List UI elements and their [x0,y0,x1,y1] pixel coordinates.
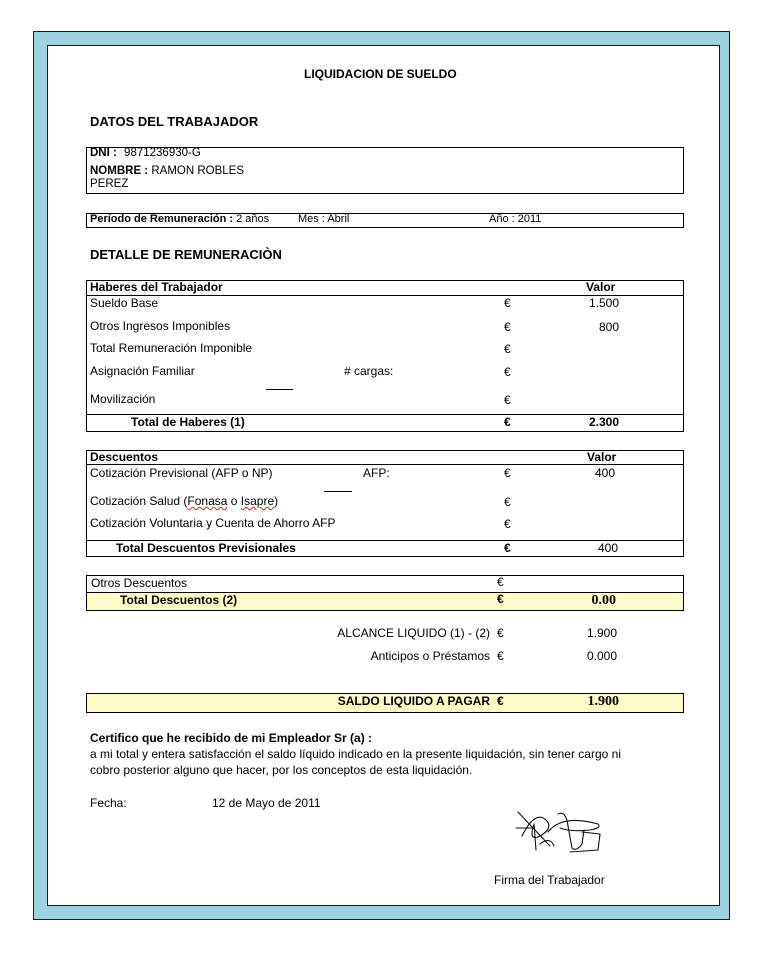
period-value: 2 años [236,213,270,225]
worker-section-heading: DATOS DEL TRABAJADOR [90,114,259,129]
anticipos-currency: € [497,649,504,663]
document-title: LIQUIDACION DE SUELDO [304,67,457,81]
haberes-row-value: 1.500 [588,296,619,310]
haberes-value-header: Valor [586,280,616,294]
descuentos-total-currency: € [504,541,511,555]
name-row [90,165,244,177]
afp-label: AFP: [363,466,390,480]
haberes-row-currency: € [504,342,511,356]
haberes-row-label: Movilización [90,392,156,406]
fonasa-text: Fonasa [187,494,228,508]
haberes-row-currency: € [504,296,511,310]
dni-value: 9871236930-G [124,147,201,159]
otros-descuentos-currency: € [497,575,504,589]
haberes-row-currency: € [504,365,511,379]
descuentos-header-divider [86,464,684,465]
month-label: Mes : Abril [298,213,350,225]
descuento-row-currency: € [504,466,511,480]
haberes-total-currency: € [504,415,511,429]
name-value-line1: RAMON ROBLES [151,165,245,177]
signature-image [510,806,606,856]
afp-underline [324,491,352,492]
haberes-row-label: Sueldo Base [90,296,159,310]
haberes-row-value: 800 [598,320,619,334]
haberes-row-currency: € [504,393,511,407]
name-label: NOMBRE : [90,165,149,177]
salud-or: o [227,494,241,508]
haberes-header: Haberes del Trabajador [90,280,223,294]
haberes-row-currency: € [504,320,511,334]
descuento-row-label: Cotización Voluntaria y Cuenta de Ahorro AFP [90,516,336,530]
cargas-label: # cargas: [344,364,394,378]
date-value: 12 de Mayo de 2011 [212,796,321,810]
descuentos-total-value: 400 [597,541,618,555]
total-descuentos-currency: € [497,592,504,606]
descuento-row-currency: € [504,495,511,509]
total-descuentos-label: Total Descuentos (2) [120,593,238,607]
alcance-liquido-value: 1.900 [586,626,617,640]
descuentos-header: Descuentos [90,450,159,464]
date-label: Fecha: [90,796,127,810]
dni-label: DNI : [90,147,117,159]
descuento-row-label [90,494,278,508]
certification-line1: a mi total y entera satisfacción el saldo líquido indicado en la presente liquidación, sin tener cargo ni [90,747,621,761]
haberes-row-label: Asignación Familiar [90,364,195,378]
salud-suffix: ) [274,494,279,508]
anticipos-value: 0.000 [586,649,617,663]
total-descuentos-value: 0.00 [591,593,616,608]
descuentos-value-header: Valor [587,450,617,464]
year-label: Año : 2011 [489,213,542,225]
saldo-liquido-label: SALDO LIQUIDO A PAGAR [337,694,490,708]
isapre-text: Isapre [240,494,275,508]
haberes-total-label: Total de Haberes (1) [131,415,245,429]
alcance-liquido-label: ALCANCE LIQUIDO (1) - (2) [337,626,490,640]
period-row [90,213,269,225]
haberes-row-label: Otros Ingresos Imponibles [90,319,231,333]
certification-line2: cobro posterior alguno que hacer, por los conceptos de esta liquidación. [90,763,473,777]
descuentos-total-label: Total Descuentos Previsionales [116,541,296,555]
descuento-row-currency: € [504,517,511,531]
dni-row [90,147,201,159]
alcance-liquido-currency: € [497,626,504,640]
certification-heading: Certifico que he recibido de mi Empleador Sr (a) : [90,731,373,745]
salud-prefix: Cotización Salud ( [90,494,188,508]
haberes-row-label: Total Remuneración Imponible [90,341,253,355]
otros-descuentos-label: Otros Descuentos [91,576,188,590]
anticipos-label: Anticipos o Préstamos [370,649,490,663]
cargas-underline [266,389,293,390]
saldo-liquido-currency: € [497,694,504,708]
descuento-row-value: 400 [594,466,615,480]
period-label: Período de Remuneración : [90,213,234,225]
detail-section-heading: DETALLE DE REMUNERACIÒN [90,247,282,262]
descuento-row-label: Cotización Previsional (AFP o NP) [90,466,273,480]
signature-label: Firma del Trabajador [494,873,605,887]
name-value-line2: PEREZ [90,178,129,190]
saldo-liquido-value: 1.900 [587,694,619,709]
haberes-total-value: 2.300 [588,415,619,429]
